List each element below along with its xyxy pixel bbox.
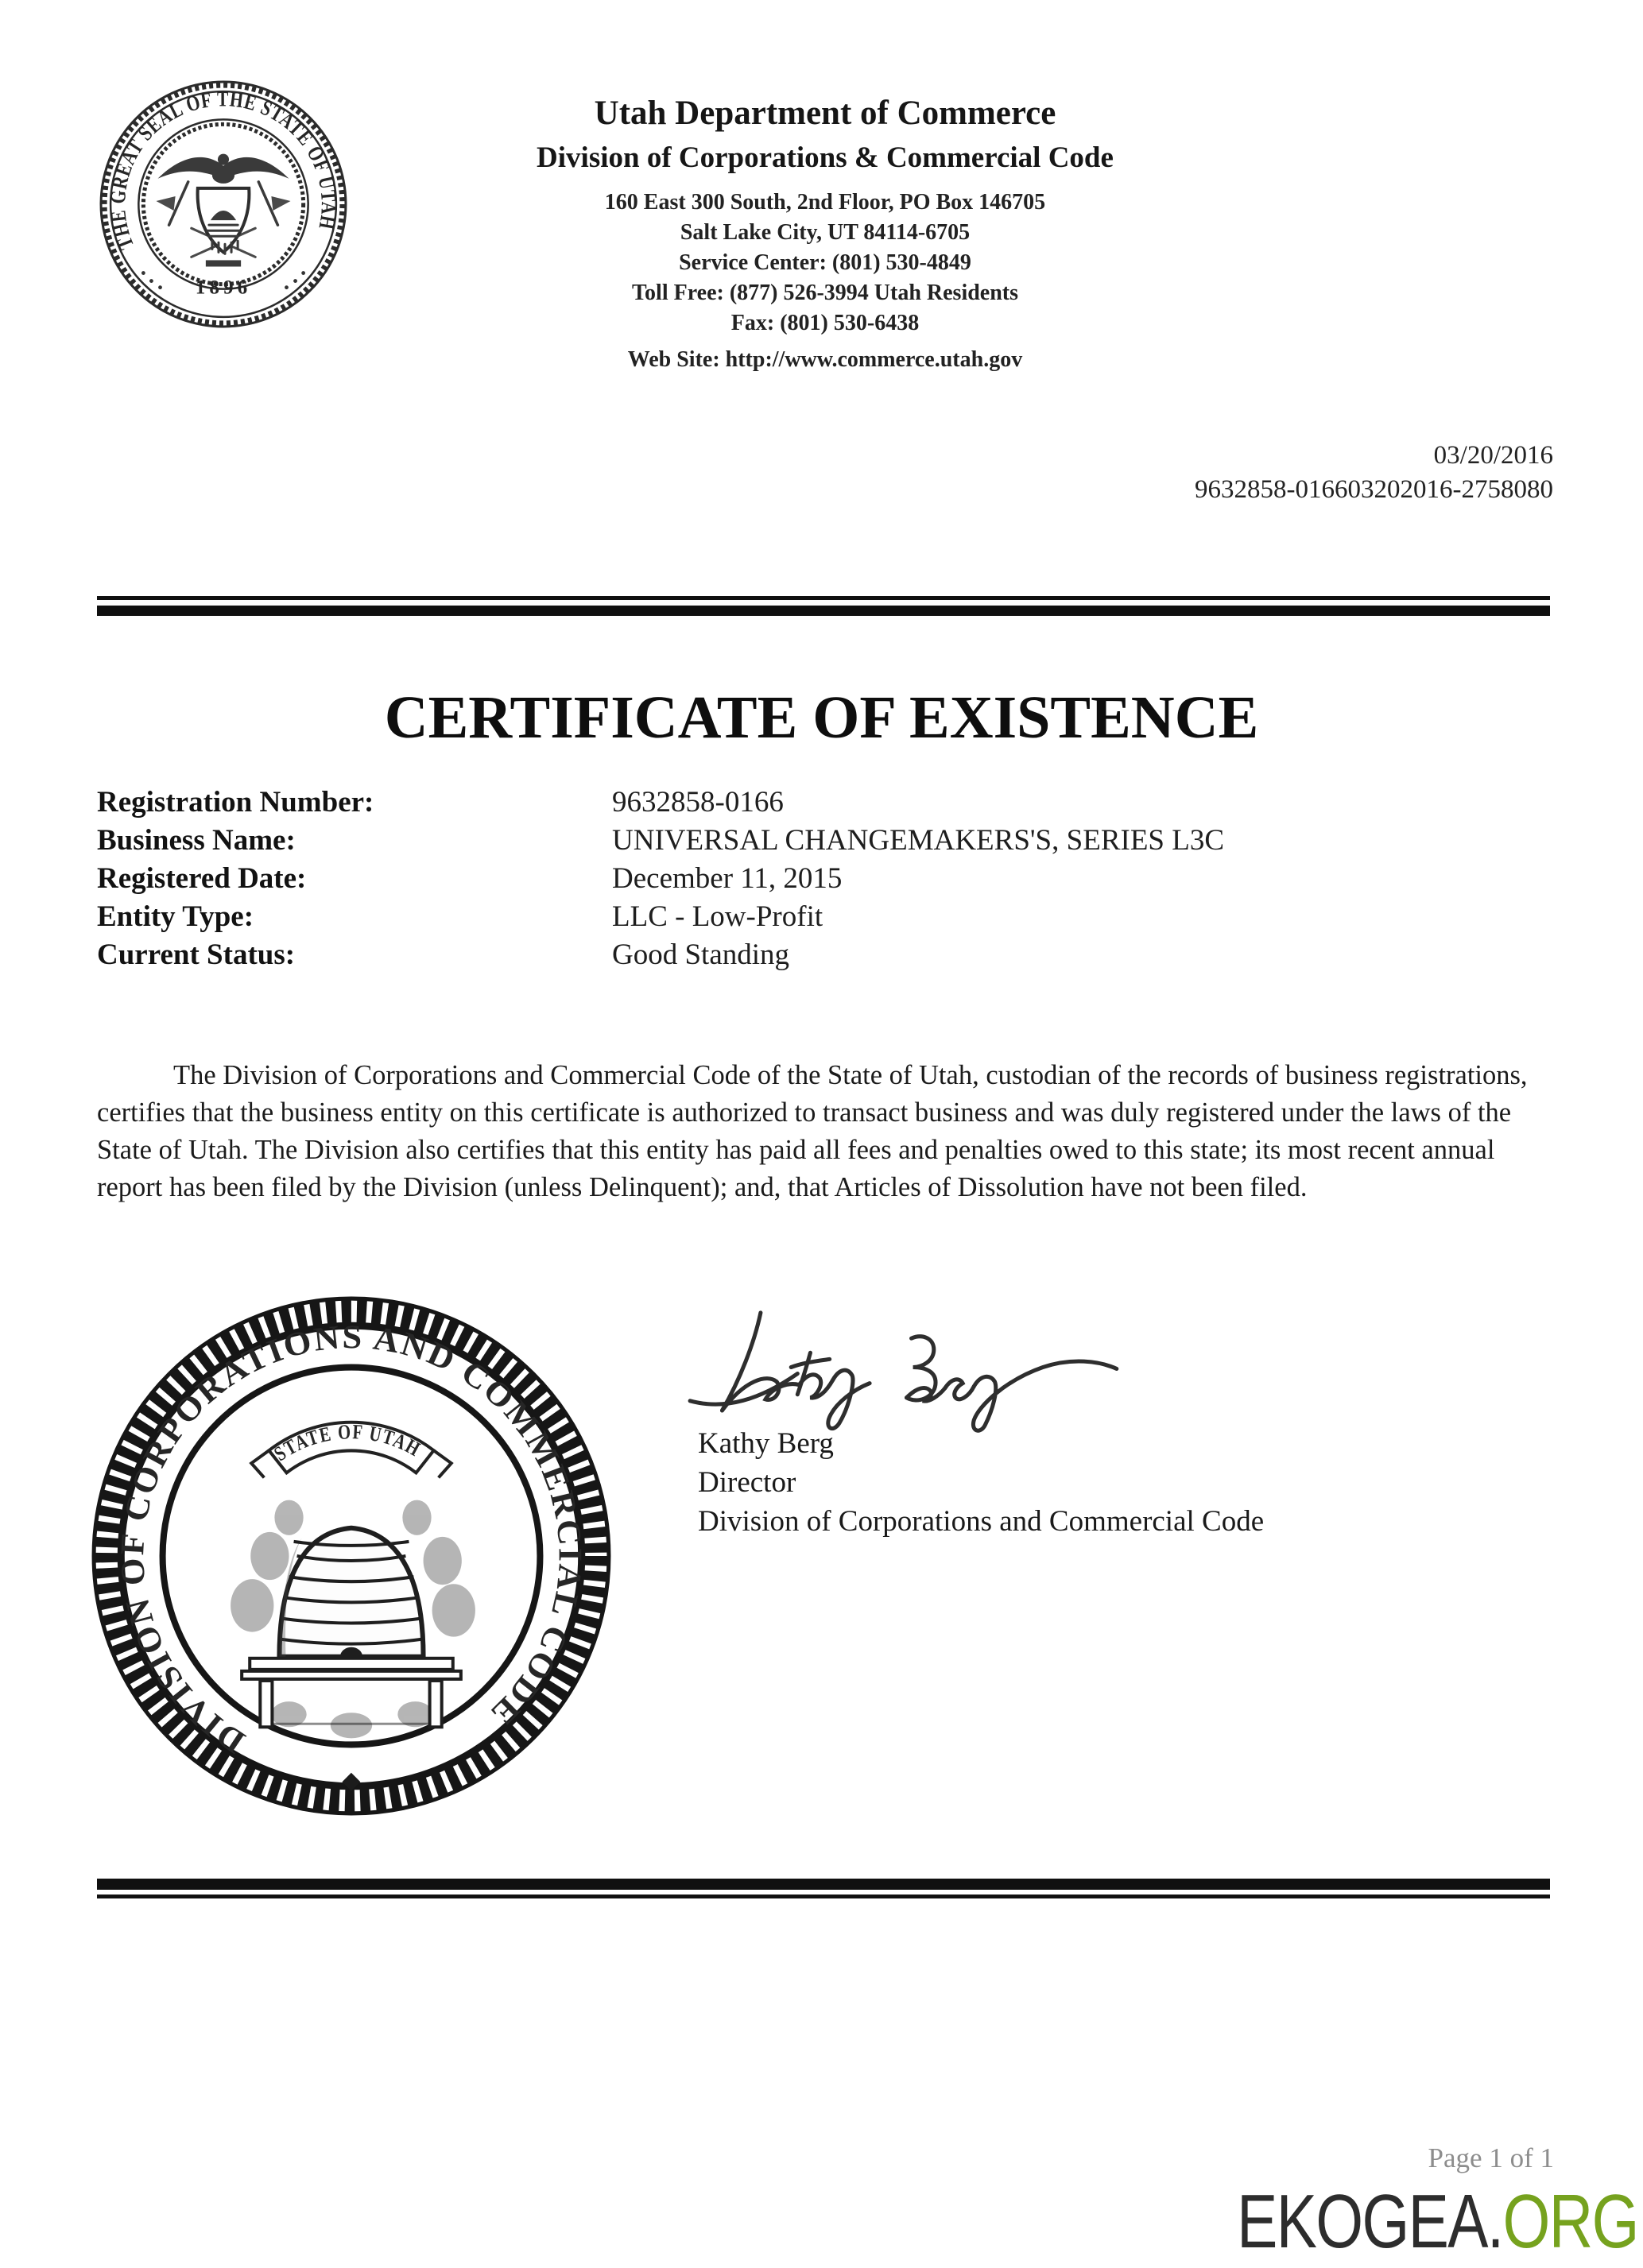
signer-org: Division of Corporations and Commercial Code (698, 1505, 1265, 1538)
certification-paragraph: The Division of Corporations and Commercial Code of the State of Utah, custodian of the records of business registrations, certifies that the business entity on this certificate is authorized to transact business and was duly registered under the laws of the State of Utah. The Division also certifies that this entity has paid all fees and penalties owed to this state; its most recent annual report has been filed by the Division (unless Delinquent); and, that Articles of Dissolution have not been filed. (97, 1060, 1528, 1202)
field-value: December 11, 2015 (612, 862, 843, 895)
divider-bottom (97, 1879, 1550, 1898)
field-value: 9632858-0166 (612, 786, 784, 819)
field-label: Business Name: (97, 824, 296, 857)
division-name: Division of Corporations & Commercial Code (537, 141, 1114, 174)
toll-free-phone: Toll Free: (877) 526-3994 Utah Residents (631, 281, 1019, 305)
field-label: Registration Number: (97, 786, 374, 819)
certificate-title: CERTIFICATE OF EXISTENCE (384, 684, 1259, 751)
division-seal-ring-text: DIVISION OF CORPORATIONS AND COMMERCIAL CODE (113, 1318, 589, 1761)
field-business-name (97, 822, 1448, 860)
address-line-2: Salt Lake City, UT 84114-6705 (680, 220, 971, 245)
agency-name: Utah Department of Commerce (594, 95, 1056, 132)
field-current-status (97, 936, 1448, 974)
field-value: LLC - Low-Profit (612, 900, 823, 933)
field-value: UNIVERSAL CHANGEMAKERS'S, SERIES L3C (612, 824, 1225, 857)
division-seal-diamond: ◆ (342, 1766, 361, 1794)
field-registration-number (97, 784, 1448, 822)
ekogea-logo-name: EKOGEA. (1237, 2179, 1503, 2264)
division-seal (87, 1292, 615, 1820)
ekogea-logo (1237, 2179, 1638, 2264)
great-seal-ring-text: THE GREAT SEAL OF THE STATE OF UTAH (105, 87, 342, 254)
field-registered-date (97, 860, 1448, 898)
great-seal-year: 1896 (195, 277, 252, 299)
banner-text: STATE OF UTAH (269, 1419, 428, 1466)
field-entity-type (97, 898, 1448, 936)
divider-top (97, 596, 1550, 616)
service-center-phone: Service Center: (801) 530-4849 (679, 250, 971, 275)
field-label: Current Status: (97, 939, 296, 971)
document-number: 9632858-016603202016-2758080 (1195, 475, 1553, 504)
address-line-1: 160 East 300 South, 2nd Floor, PO Box 146705 (604, 190, 1046, 215)
page-indicator: Page 1 of 1 (1428, 2142, 1554, 2173)
ekogea-logo-tld: ORG (1502, 2179, 1638, 2264)
field-label: Entity Type: (97, 900, 254, 933)
signer-block (698, 1424, 1264, 1541)
utah-great-seal (95, 76, 351, 332)
website: Web Site: http://www.commerce.utah.gov (627, 347, 1023, 372)
issue-meta (1195, 439, 1553, 507)
fax-number: Fax: (801) 530-6438 (730, 311, 920, 335)
signer-role: Director (698, 1466, 796, 1499)
signer-name: Kathy Berg (698, 1427, 834, 1460)
letterhead (392, 94, 1258, 375)
field-value: Good Standing (612, 939, 790, 971)
field-label: Registered Date: (97, 862, 307, 895)
issue-date: 03/20/2016 (1433, 441, 1553, 470)
registration-fields (97, 784, 1448, 974)
